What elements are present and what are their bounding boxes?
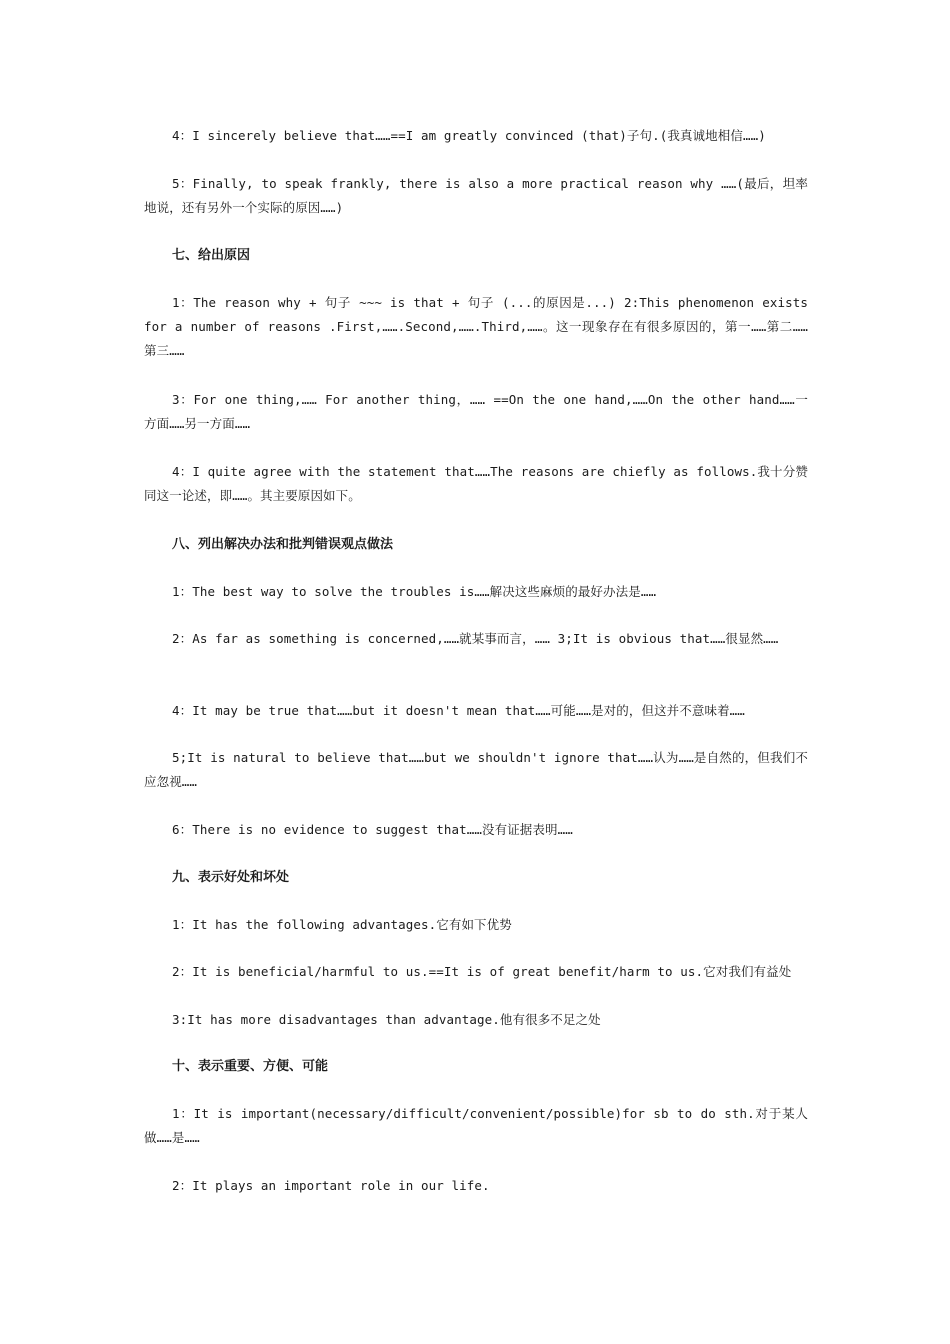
- paragraph-best-way: 1：The best way to solve the troubles is……解决这些麻烦的最好办法是……: [172, 584, 657, 599]
- section-heading-importance: 十、表示重要、方便、可能: [172, 1059, 329, 1074]
- paragraph-important-role: 2：It plays an important role in our life.: [172, 1178, 490, 1193]
- section-heading-solutions: 八、列出解决办法和批判错误观点做法: [172, 537, 394, 552]
- paragraph-quite-agree: 4：I quite agree with the statement that……The reasons are chiefly as follows.我十分赞同这一论述，即……。其主要原因如下。: [144, 464, 808, 503]
- section-heading-reasons: 七、给出原因: [172, 248, 251, 263]
- paragraph-it-is-important: 1：It is important(necessary/difficult/convenient/possible)for sb to do sth.对于某人做……是……: [144, 1106, 808, 1145]
- paragraph-for-one-thing: 3：For one thing,…… For another thing，…… ==On the one hand,……On the other hand……一方面……另一方面……: [144, 392, 808, 431]
- section-heading-pros-cons: 九、表示好处和坏处: [172, 870, 290, 885]
- paragraph-as-far-as: 2：As far as something is concerned,……就某事而言，…… 3;It is obvious that……很显然……: [172, 631, 779, 646]
- paragraph-sincerely-believe: 4：I sincerely believe that……==I am greatly convinced (that)子句.(我真诚地相信……): [172, 128, 766, 143]
- paragraph-disadvantages: 3:It has more disadvantages than advantage.他有很多不足之处: [172, 1012, 601, 1027]
- paragraph-advantages: 1：It has the following advantages.它有如下优势: [172, 917, 512, 932]
- paragraph-reason-why: 1：The reason why + 句子 ~~~ is that + 句子 (...的原因是...) 2:This phenomenon exists for a number of reasons .First,…….Second,…….Third,……。这一现象存在有很多原因的，第一……第二……第三……: [144, 295, 808, 358]
- paragraph-no-evidence: 6：There is no evidence to suggest that……没有证据表明……: [172, 822, 573, 837]
- paragraph-natural-to-believe: 5;It is natural to believe that……but we shouldn't ignore that……认为……是自然的，但我们不应忽视……: [144, 750, 808, 789]
- paragraph-beneficial-harmful: 2：It is beneficial/harmful to us.==It is of great benefit/harm to us.它对我们有益处: [172, 964, 792, 979]
- paragraph-finally-frankly: 5：Finally, to speak frankly, there is also a more practical reason why ……(最后，坦率地说，还有另外一个实际的原因……): [144, 176, 808, 215]
- paragraph-may-be-true: 4：It may be true that……but it doesn't mean that……可能……是对的，但这并不意味着……: [172, 703, 745, 718]
